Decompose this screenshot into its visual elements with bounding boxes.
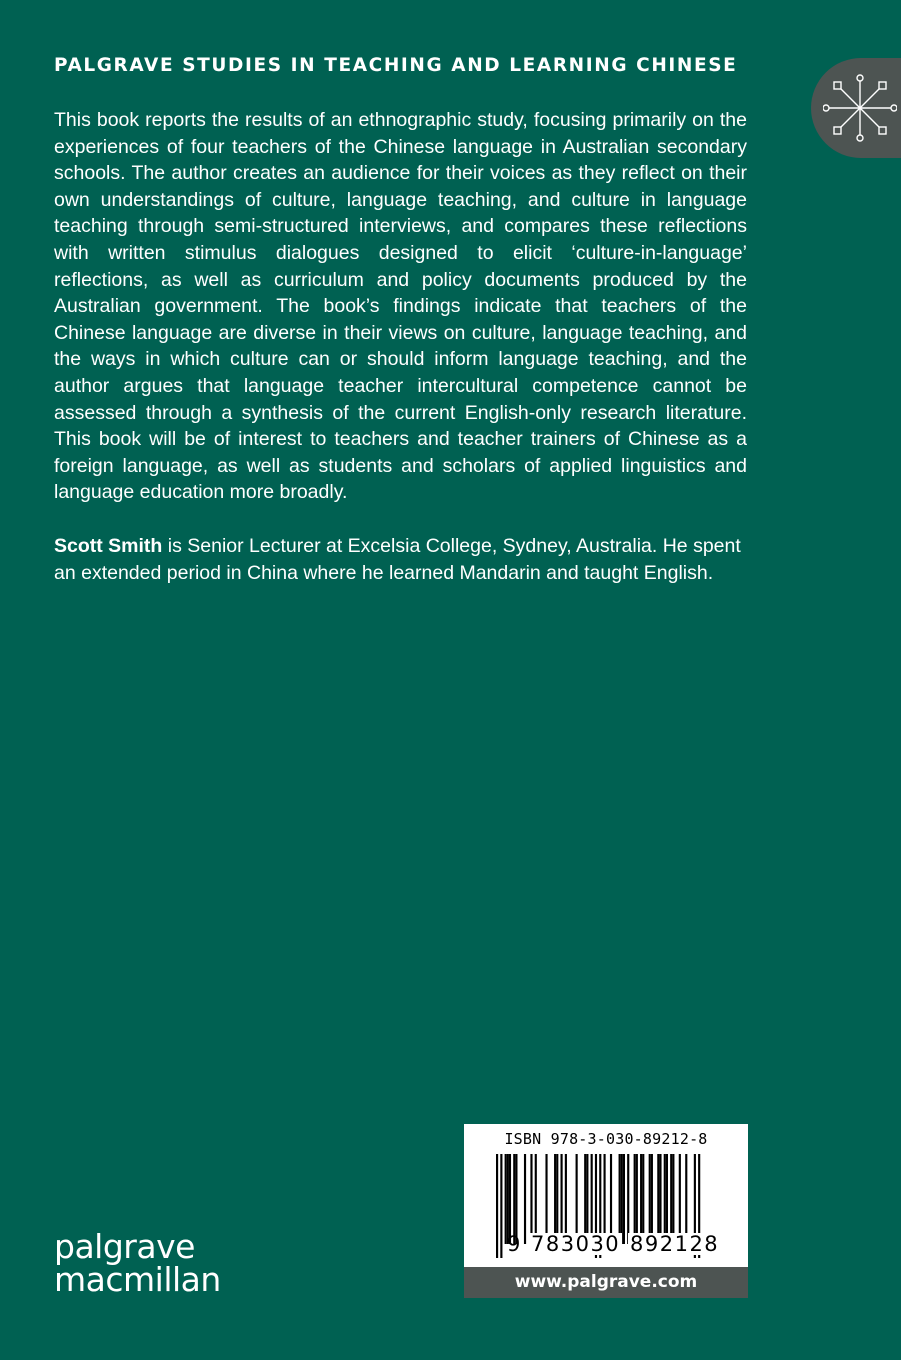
barcode-bar [584,1154,586,1244]
palgrave-network-icon [823,74,897,142]
barcode-bar [659,1154,661,1244]
barcode-bar [679,1154,681,1244]
barcode-bar [507,1154,509,1244]
barcode-bar [621,1154,623,1244]
barcode-bar [554,1154,556,1244]
isbn-label: ISBN 978-3-030-89212-8 [504,1130,708,1148]
barcode-bar [640,1154,642,1244]
barcode-bar [530,1154,532,1244]
barcode-bar [500,1154,502,1258]
barcode-bar [649,1154,651,1244]
book-description: This book reports the results of an ethnographic study, focusing primarily on the experiences of four teachers of the Chinese language in Australian secondary schools. The author creates an audience for their voices as they reflect on their own understandings of culture, language teaching, and culture in language teaching through semi-structured interviews, and compares these reflections with written stimulus dialogues designed to elicit ‘culture-in-language’ reflections, as well as curriculum and policy documents produced by the Australian government. The book’s findings indicate that teachers of the Chinese language are diverse in their views on culture, language teaching, and the ways in which culture can or should inform language teaching, and the author argues that language teacher intercultural competence cannot be assessed through a synthesis of the current English-only research literature. This book will be of interest to teachers and teacher trainers of Chinese as a foreign language, as well as students and scholars of applied linguistics and language education more broadly. [54,109,747,504]
barcode-bar [619,1154,621,1244]
barcode-bar [586,1154,588,1244]
author-bio-text: is Senior Lecturer at Excelsia College, Sydney, Australia. He spent an extended period in China where he learned Mandarin and taught English. [54,535,741,584]
barcode-bar [591,1154,593,1244]
barcode-bar [685,1154,687,1244]
barcode-bar [524,1154,526,1244]
barcode-bar [535,1154,537,1244]
barcode-bar [565,1154,567,1244]
publisher-logo-line2: macmillan [54,1260,221,1299]
barcode-digits-right: 892128 [630,1232,720,1256]
barcode-bar [642,1154,644,1244]
barcode-bar [610,1154,612,1244]
barcode-bar [576,1154,578,1244]
author-bio [54,533,754,586]
isbn-barcode [464,1124,748,1267]
publisher-url: www.palgrave.com [464,1267,748,1298]
barcode-bar [670,1154,672,1244]
barcode-bar [505,1154,507,1244]
barcode-bar [672,1154,674,1244]
barcode-bar [636,1154,638,1244]
barcode-bar [509,1154,511,1244]
barcode-bar [604,1154,606,1244]
barcode-bar [657,1154,659,1244]
barcode-bar [556,1154,558,1244]
barcode-bar [545,1154,547,1244]
barcode-bar [561,1154,563,1244]
barcode-bar [666,1154,668,1244]
barcode-bar [496,1154,498,1258]
barcode-bar [634,1154,636,1244]
barcode-bar [627,1154,629,1244]
barcode-digits-left: 783030 [531,1232,621,1256]
barcode-bar [664,1154,666,1244]
author-name: Scott Smith [54,535,163,557]
series-tab [811,58,901,158]
barcode-bar [515,1154,517,1244]
series-title: PALGRAVE STUDIES IN TEACHING AND LEARNING CHINESE [54,55,738,76]
publisher-logo [54,1227,221,1299]
barcode-bar [623,1154,625,1244]
publisher-logo-line1: palgrave [54,1227,195,1266]
barcode-bar [651,1154,653,1244]
barcode-digit-first: 9 [507,1232,521,1256]
barcode-bar [513,1154,515,1244]
